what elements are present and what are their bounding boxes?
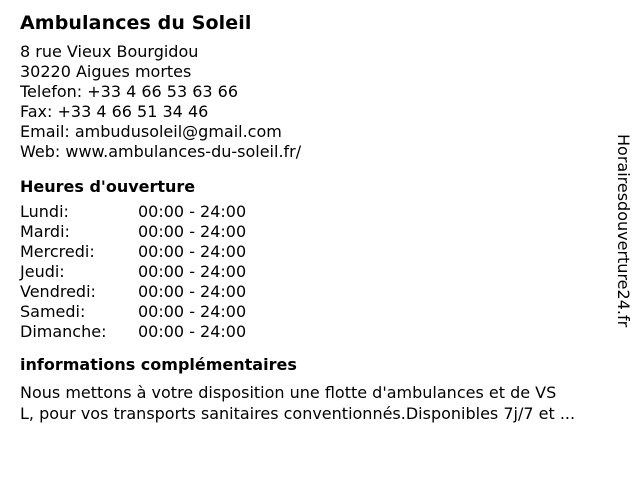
- hours-day: Vendredi:: [20, 282, 96, 301]
- hours-heading: Heures d'ouverture: [20, 177, 196, 196]
- fax-line: Fax: +33 4 66 51 34 46: [20, 102, 209, 121]
- hours-day: Jeudi:: [20, 262, 65, 281]
- phone-line: Telefon: +33 4 66 53 63 66: [20, 82, 239, 101]
- info-description: [20, 382, 610, 424]
- hours-table: [20, 202, 246, 342]
- info-text-line: Nous mettons à votre disposition une flotte d'ambulances et de VS: [20, 383, 557, 402]
- info-text-line: L, pour vos transports sanitaires conventionnés.Disponibles 7j/7 et ...: [20, 404, 576, 423]
- hours-row: [20, 222, 246, 242]
- hours-row: [20, 242, 246, 262]
- hours-day: Mercredi:: [20, 242, 95, 261]
- hours-time: 00:00 - 24:00: [138, 302, 247, 321]
- address-block: [20, 42, 610, 162]
- business-name: Ambulances du Soleil: [20, 12, 252, 34]
- hours-day: Dimanche:: [20, 322, 107, 341]
- hours-day: Samedi:: [20, 302, 86, 321]
- hours-day: Mardi:: [20, 222, 70, 241]
- hours-time: 00:00 - 24:00: [138, 202, 247, 221]
- postal-city: 30220 Aigues mortes: [20, 62, 192, 81]
- side-brand-watermark: [612, 134, 634, 370]
- hours-time: 00:00 - 24:00: [138, 262, 247, 281]
- street-address: 8 rue Vieux Bourgidou: [20, 42, 199, 61]
- business-card: [20, 10, 610, 424]
- side-brand-text: Horairesdouverture24.fr: [614, 134, 633, 328]
- info-heading: informations complémentaires: [20, 355, 297, 374]
- hours-time: 00:00 - 24:00: [138, 282, 247, 301]
- hours-row: [20, 302, 246, 322]
- hours-time: 00:00 - 24:00: [138, 222, 247, 241]
- hours-time: 00:00 - 24:00: [138, 242, 247, 261]
- web-line: Web: www.ambulances-du-soleil.fr/: [20, 142, 302, 161]
- hours-row: [20, 202, 246, 222]
- email-line: Email: ambudusoleil@gmail.com: [20, 122, 282, 141]
- hours-row: [20, 262, 246, 282]
- hours-day: Lundi:: [20, 202, 69, 221]
- hours-row: [20, 322, 246, 342]
- hours-row: [20, 282, 246, 302]
- hours-time: 00:00 - 24:00: [138, 322, 247, 341]
